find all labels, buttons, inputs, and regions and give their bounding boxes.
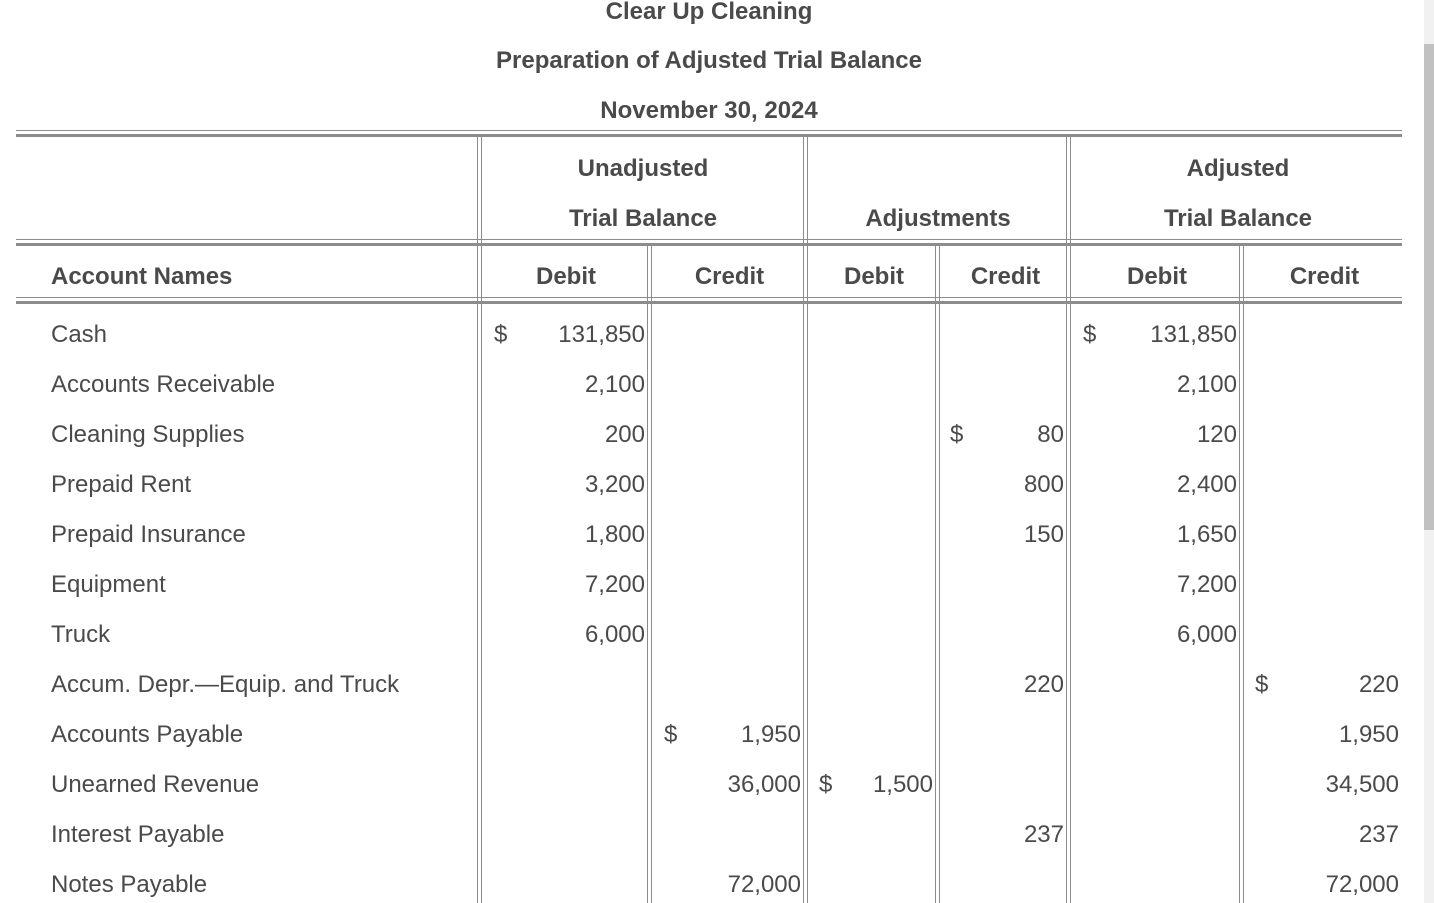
company-title: Clear Up Cleaning — [605, 0, 813, 25]
account-name: Equipment — [51, 571, 166, 598]
dollar-sign: $ — [494, 321, 508, 348]
amount-ub-dr: 131,850 — [558, 321, 645, 348]
dollar-sign: $ — [664, 721, 678, 748]
account-name: Accum. Depr.—Equip. and Truck — [51, 671, 400, 698]
account-name: Prepaid Rent — [51, 471, 192, 498]
col-divider-unadj — [647, 246, 652, 903]
account-name: Accounts Receivable — [51, 371, 276, 398]
amount-ab-cr: 34,500 — [1325, 771, 1399, 798]
amount-ab-dr: 7,200 — [1176, 571, 1237, 598]
amount-ab-cr: 237 — [1358, 821, 1399, 848]
amount-ub-cr: 72,000 — [727, 871, 801, 898]
rule-mid-1 — [16, 239, 1402, 240]
rule-top-1 — [16, 130, 1402, 131]
amount-ub-dr: 7,200 — [584, 571, 645, 598]
report-date: November 30, 2024 — [600, 97, 818, 124]
amount-ab-dr: 131,850 — [1150, 321, 1237, 348]
account-name: Truck — [51, 621, 111, 648]
rule-sub-2 — [16, 301, 1402, 304]
amount-ub-dr: 200 — [604, 421, 645, 448]
unadj-debit-header: Debit — [536, 263, 596, 290]
rule-mid-2 — [16, 243, 1402, 246]
amount-ab-cr: 72,000 — [1325, 871, 1399, 898]
account-name: Cleaning Supplies — [51, 421, 245, 448]
amount-ab-dr: 2,400 — [1176, 471, 1237, 498]
account-name: Notes Payable — [51, 871, 208, 898]
col-divider-adjtb — [1239, 246, 1244, 903]
col-divider-adj-adjtb — [1066, 137, 1071, 903]
amount-aj-cr: 80 — [1037, 421, 1064, 448]
amount-aj-cr: 800 — [1023, 471, 1064, 498]
dollar-sign: $ — [1083, 321, 1097, 348]
rule-top-2 — [16, 134, 1402, 137]
unadj-credit-header: Credit — [694, 263, 765, 290]
col-divider-adj — [935, 246, 940, 903]
amount-ub-dr: 3,200 — [584, 471, 645, 498]
adjtb-credit-header: Credit — [1289, 263, 1360, 290]
amount-ab-cr: 220 — [1358, 671, 1399, 698]
account-names-header: Account Names — [51, 263, 233, 290]
account-name: Accounts Payable — [51, 721, 244, 748]
adjusted-header-line1: Adjusted — [1186, 155, 1290, 182]
adjustments-header: Adjustments — [865, 205, 1011, 232]
amount-ab-dr: 2,100 — [1176, 371, 1237, 398]
account-name: Interest Payable — [51, 821, 225, 848]
account-name: Unearned Revenue — [51, 771, 260, 798]
amount-ub-dr: 2,100 — [584, 371, 645, 398]
amount-aj-cr: 150 — [1023, 521, 1064, 548]
amount-ab-cr: 1,950 — [1338, 721, 1399, 748]
account-name: Prepaid Insurance — [51, 521, 246, 548]
unadjusted-header-line1: Unadjusted — [577, 155, 709, 182]
amount-aj-cr: 237 — [1023, 821, 1064, 848]
amount-ub-cr: 1,950 — [740, 721, 801, 748]
amount-ub-dr: 1,800 — [584, 521, 645, 548]
amount-ub-cr: 36,000 — [727, 771, 801, 798]
adjusted-header-line2: Trial Balance — [1163, 205, 1313, 232]
col-divider-unadj-adj — [803, 137, 808, 903]
scrollbar-thumb[interactable] — [1424, 44, 1434, 530]
adjtb-debit-header: Debit — [1127, 263, 1187, 290]
rule-sub-1 — [16, 297, 1402, 298]
adj-debit-header: Debit — [844, 263, 904, 290]
amount-aj-cr: 220 — [1023, 671, 1064, 698]
amount-ub-dr: 6,000 — [584, 621, 645, 648]
account-name: Cash — [51, 321, 108, 348]
dollar-sign: $ — [819, 771, 833, 798]
amount-aj-dr: 1,500 — [872, 771, 933, 798]
amount-ab-dr: 6,000 — [1176, 621, 1237, 648]
adj-credit-header: Credit — [970, 263, 1041, 290]
unadjusted-header-line2: Trial Balance — [568, 205, 718, 232]
dollar-sign: $ — [1255, 671, 1269, 698]
report-title: Preparation of Adjusted Trial Balance — [496, 47, 922, 74]
amount-ab-dr: 120 — [1196, 421, 1237, 448]
col-divider-account — [477, 137, 482, 903]
dollar-sign: $ — [950, 421, 964, 448]
amount-ab-dr: 1,650 — [1176, 521, 1237, 548]
